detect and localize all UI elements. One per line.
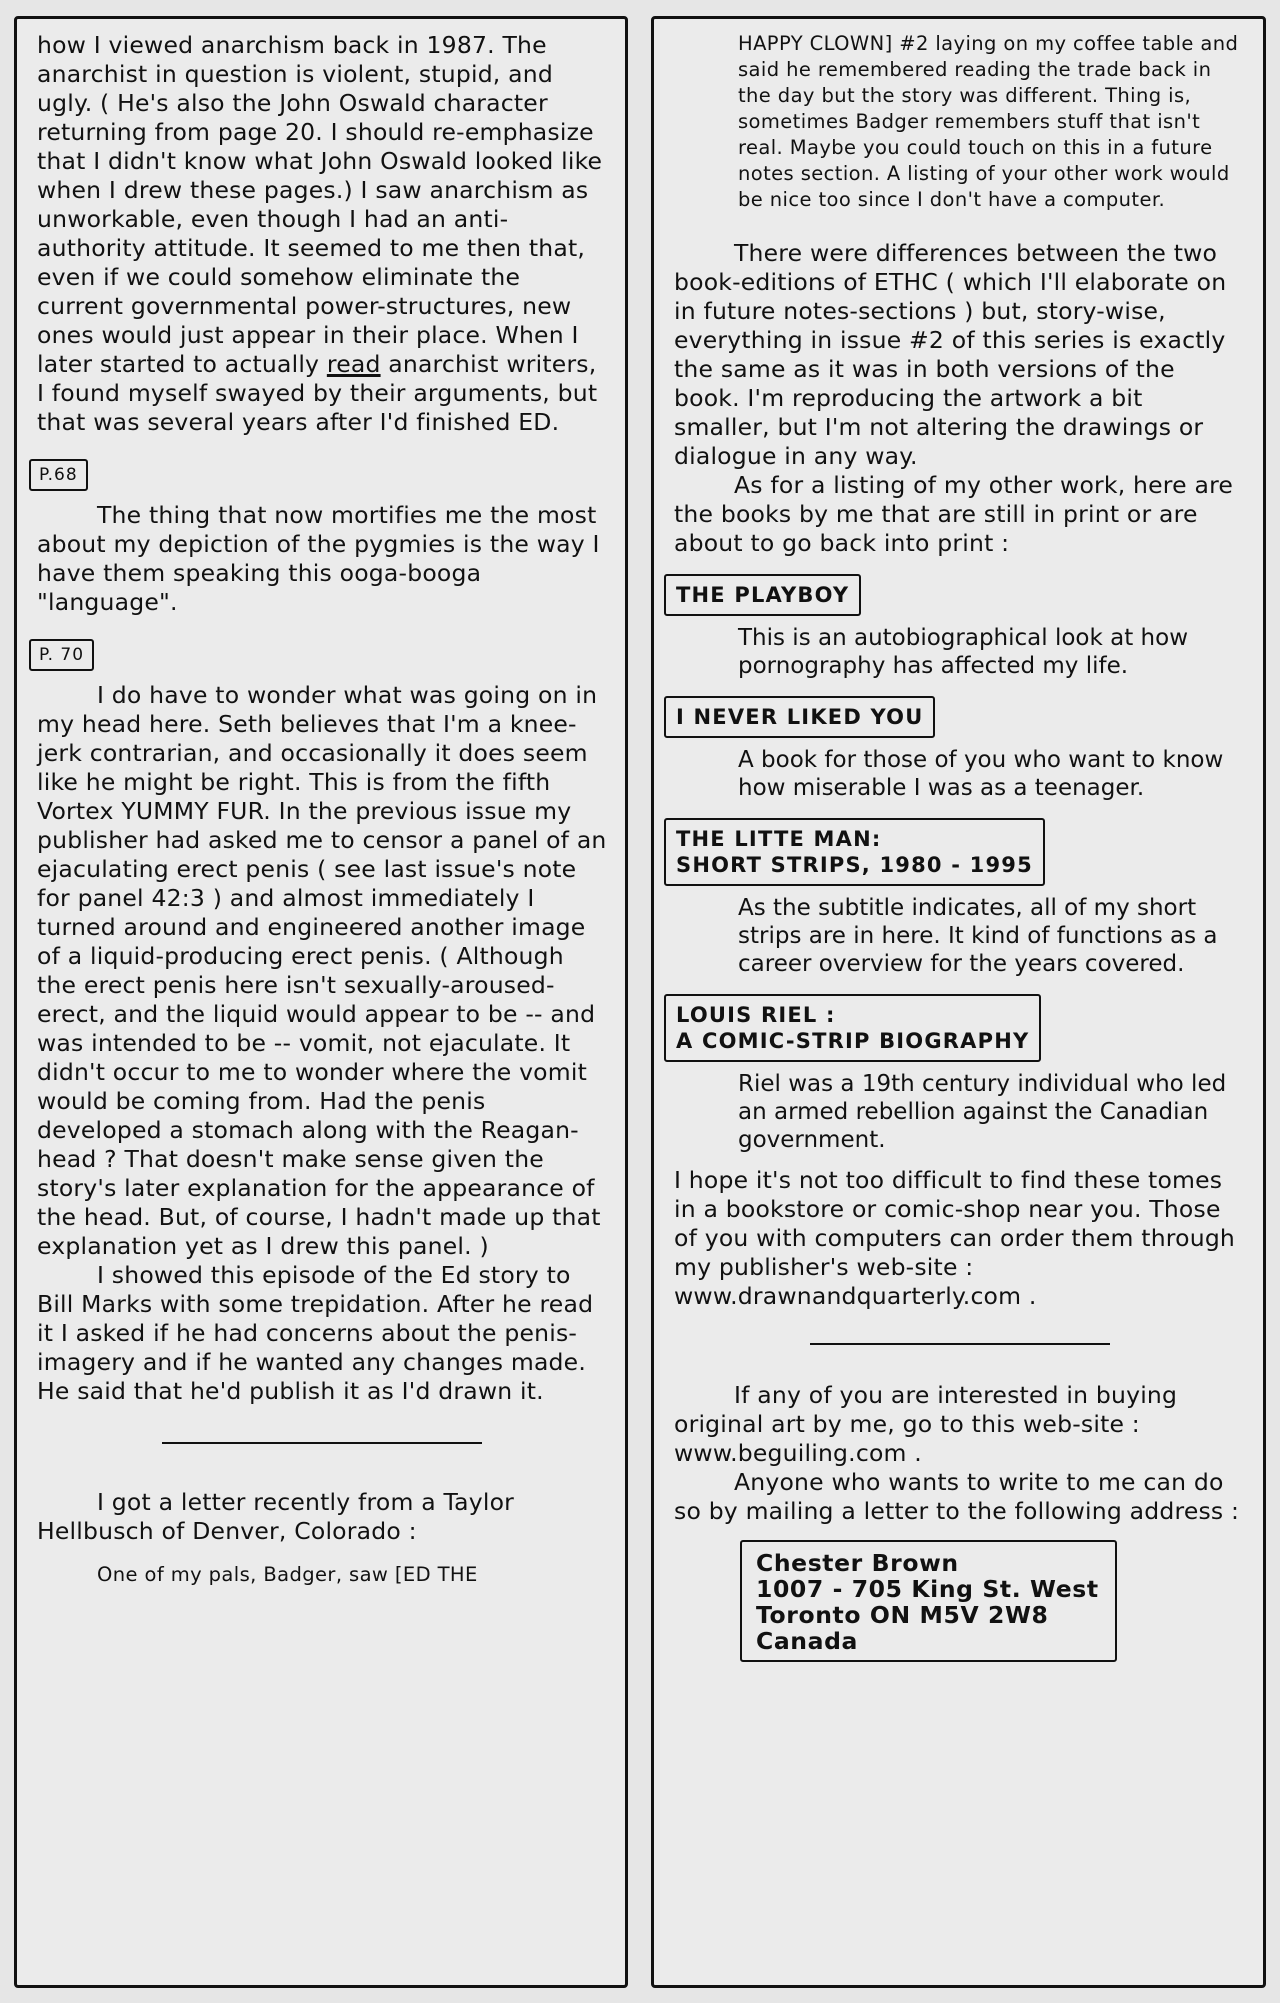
original-art-paragraph: If any of you are interested in buying original art by me, go to this web-site : www.beguiling.com . (674, 1381, 1178, 1467)
reply-paragraph-1: There were differences between the two book-editions of ETHC ( which I'll elaborate on in future notes-sections ) but, story-wise, everything in issue #2 of this series is exactly the same as it was in both versions of the book. I'm reproducing the artwork a bit smaller, but I'm not altering the drawings or dialogue in any way. (674, 239, 1227, 470)
mailing-address-box (740, 1540, 1117, 1662)
p70-note-continued: I showed this episode of the Ed story to Bill Marks with some trepidation. After he read it I asked if he had concerns about the penis-imagery and if he wanted any changes made. He said that he'd publish it as I'd drawn it. (37, 1261, 594, 1405)
book-entry (674, 802, 1245, 978)
book-entry (674, 680, 1245, 802)
book-subtitle: A COMIC-STRIP BIOGRAPHY (676, 1029, 1030, 1053)
book-description: Riel was a 19th century individual who led an armed rebellion against the Canadian government. (738, 1071, 1227, 1153)
intro-text: how I viewed anarchism back in 1987. The anarchist in question is violent, stupid, and ugly. ( He's also the John Oswald character returning from page 20. I should re-emphasize that I didn't know what John Oswald looked like when I drew these pages.) I saw anarchism as unworkable, even though I had an anti-authority attitude. It seemed to me then that, even if we could somehow eliminate the current governmental power-structures, new ones would just appear in their place. When I later started to actually (37, 31, 603, 378)
book-title-box (664, 818, 1045, 886)
address-line: Chester Brown (756, 1549, 959, 1577)
section-divider (162, 1442, 482, 1444)
p70-note: I do have to wonder what was going on in my head here. Seth believes that I'm a knee-jerk contrarian, and occasionally it does seem like he might be right. This is from the fifth Vortex YUMMY FUR. In the previous issue my publisher had asked me to censor a panel of an ejaculating erect penis ( see last issue's note for panel 42:3 ) and almost immediately I turned around and engineered another image of a liquid-producing erect penis. ( Although the erect penis here isn't sexually-aroused-erect, and the liquid would appear to be -- and was intended to be -- vomit, not ejaculate. It didn't occur to me to wonder where the vomit would be coming from. Had the penis developed a stomach along with the Reagan-head ? That doesn't make sense given the story's later explanation for the appearance of the head. But, of course, I hadn't made up that explanation yet as I drew this panel. ) (37, 681, 607, 1260)
book-list (674, 558, 1245, 1154)
book-title: LOUIS RIEL : (676, 1003, 836, 1027)
book-title-box (664, 696, 935, 738)
book-entry (674, 558, 1245, 680)
emphasis-read: read (326, 350, 381, 378)
reply-paragraph-2: As for a listing of my other work, here are the books by me that are still in print or are about to go back into print : (674, 471, 1234, 557)
book-title: THE PLAYBOY (676, 583, 850, 607)
intro-paragraph (37, 31, 607, 437)
book-description: This is an autobiographical look at how pornography has affected my life. (738, 625, 1189, 679)
reader-letter-start: One of my pals, Badger, saw [ED THE (97, 1563, 478, 1586)
page-label-68: P.68 (29, 459, 88, 491)
write-to-me-paragraph: Anyone who wants to write to me can do so by mailing a letter to the following address : (674, 1468, 1240, 1525)
book-subtitle: SHORT STRIPS, 1980 - 1995 (676, 853, 1033, 877)
right-column (651, 16, 1266, 1988)
reader-letter-continued: HAPPY CLOWN] #2 laying on my coffee table and said he remembered reading the trade back in the day but the story was different. Thing is, sometimes Badger remembers stuff that isn't real. Maybe you could touch on this in a future notes section. A listing of your other work would be nice too since I don't have a computer. (738, 32, 1239, 211)
book-description: A book for those of you who want to know how miserable I was as a teenager. (738, 747, 1224, 801)
intro-text-end: anarchist writers, I found myself swayed by their arguments, but that was several years after I'd finished ED. (37, 350, 598, 436)
address-line: Canada (756, 1627, 858, 1655)
book-description: As the subtitle indicates, all of my short strips are in here. It kind of functions as a career overview for the years covered. (738, 895, 1218, 977)
book-title-box (664, 574, 861, 616)
section-divider (810, 1343, 1110, 1345)
left-column (14, 16, 628, 1988)
book-entry (674, 978, 1245, 1154)
closing-paragraph: I hope it's not too difficult to find these tomes in a bookstore or comic-shop near you. Those of you with computers can order them through my publisher's web-site : www.drawnandquarterly.com . (674, 1166, 1236, 1310)
address-line: Toronto ON M5V 2W8 (756, 1601, 1049, 1629)
book-title-box (664, 994, 1041, 1062)
book-title: I NEVER LIKED YOU (676, 705, 924, 729)
page-label-70: P. 70 (29, 639, 94, 671)
letter-intro: I got a letter recently from a Taylor Hellbusch of Denver, Colorado : (37, 1488, 515, 1545)
address-line: 1007 - 705 King St. West (756, 1575, 1099, 1603)
p68-note: The thing that now mortifies me the most about my depiction of the pygmies is the way I have them speaking this ooga-booga "language". (37, 501, 600, 616)
book-title: THE LITTE MAN: (676, 827, 882, 851)
